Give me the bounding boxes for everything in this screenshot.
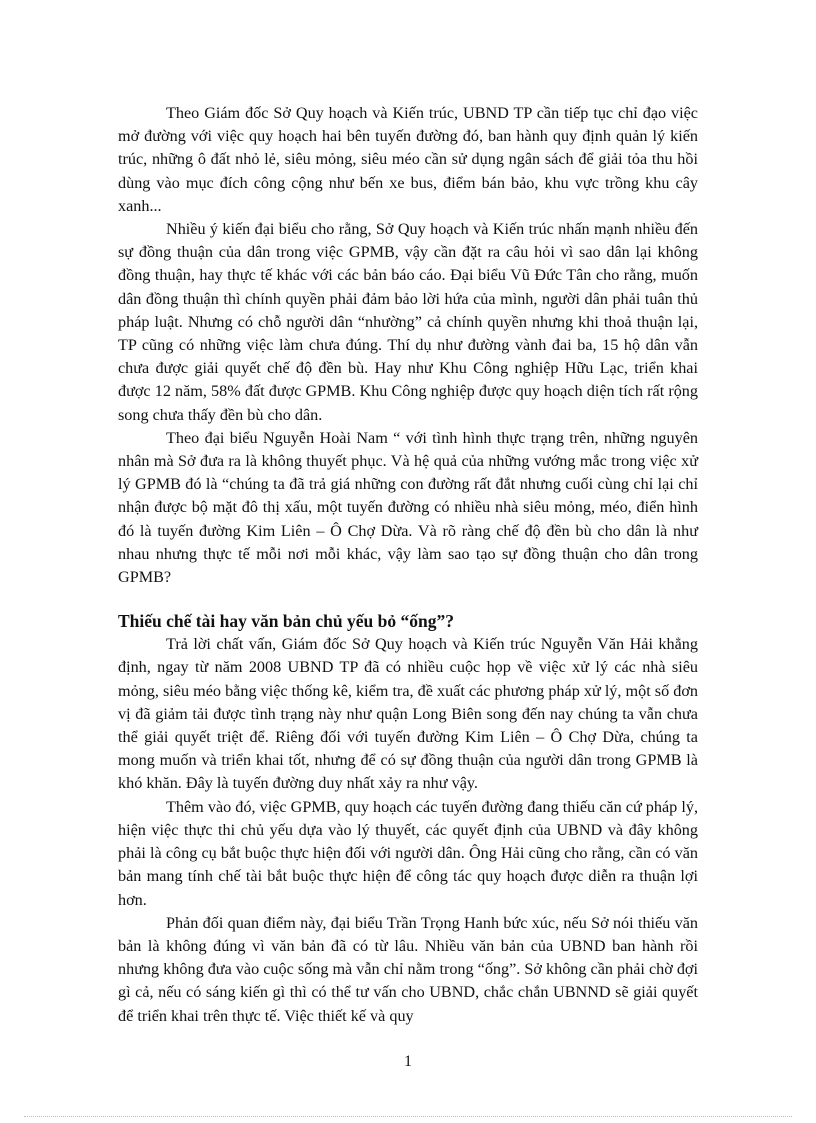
paragraph-1: Theo Giám đốc Sở Quy hoạch và Kiến trúc, UBND TP cần tiếp tục chỉ đạo việc mở đường với việc quy hoạch hai bên tuyến đường đó, ban hành quy định quản lý kiến trúc, những ô đất nhỏ lẻ, siêu mỏng, siêu méo cần sử dụng ngân sách để giải tỏa thu hồi dùng vào mục đích công cộng như bến xe bus, điểm bán bảo, khu vực trồng khu cây xanh... xyxy=(118,104,698,215)
paragraph-6: Phản đối quan điểm này, đại biểu Trần Trọng Hanh bức xúc, nếu Sở nói thiếu văn bản là không đúng vì văn bản đã có từ lâu. Nhiều văn bản của UBND ban hành rồi nhưng không đưa vào cuộc sống mà vẫn chỉ nằm trong “ống”. Sở không cần phải chờ đợi gì cả, nếu có sáng kiến gì thì có thể tư vấn cho UBND, chắc chắn UBNND sẽ giải quyết để triển khai trên thực tế. Việc thiết kế và quy xyxy=(118,913,698,1025)
section-heading: Thiếu chế tài hay văn bản chủ yếu bỏ “ống”? xyxy=(118,611,454,632)
page-bottom-border xyxy=(24,1116,792,1117)
paragraph-2: Nhiều ý kiến đại biểu cho rằng, Sở Quy hoạch và Kiến trúc nhấn mạnh nhiều đến sự đồng thuận của dân trong việc GPMB, vậy cần đặt ra câu hỏi vì sao dân lại không đồng thuận, hay thực tế khác với các bản báo cáo. Đại biểu Vũ Đức Tân cho rằng, muốn dân đồng thuận thì chính quyền phải đảm bảo lời hứa của mình, người dân phải tuân thủ pháp luật. Nhưng có chỗ người dân “nhường” cả chính quyền nhưng khi thoả thuận lại, TP cũng có những việc làm chưa đúng. Thí dụ như đường vành đai ba, 15 hộ dân vẫn chưa được giải quyết chế độ đền bù. Hay như Khu Công nghiệp Hữu Lạc, triển khai được 12 năm, 58% đất được GPMB. Khu Công nghiệp được quy hoạch diện tích rất rộng song chưa thấy đền bù cho dân. xyxy=(118,220,698,424)
document-body xyxy=(118,102,698,1028)
paragraph-4: Trả lời chất vấn, Giám đốc Sở Quy hoạch và Kiến trúc Nguyễn Văn Hải khẳng định, ngay từ năm 2008 UBND TP đã có nhiều cuộc họp về việc xử lý các nhà siêu mỏng, siêu méo bằng việc thống kê, kiểm tra, đề xuất các phương pháp xử lý, một số đơn vị đã giảm tải được tình trạng này như quận Long Biên song đến nay chúng ta vẫn chưa thể giải quyết triệt để. Riêng đối với tuyến đường Kim Liên – Ô Chợ Dừa, chúng ta mong muốn và triển khai tốt, nhưng để có sự đồng thuận của người dân trong GPMB là khó khăn. Đây là tuyến đường duy nhất xảy ra như vậy. xyxy=(118,635,698,793)
paragraph-5: Thêm vào đó, việc GPMB, quy hoạch các tuyến đường đang thiếu căn cứ pháp lý, hiện việc thực thi chủ yếu dựa vào lý thuyết, các quyết định của UBND và đây không phải là công cụ bắt buộc thực hiện đối với người dân. Ông Hải cũng cho rằng, cần có văn bản mang tính chế tài bắt buộc thực hiện để công tác quy hoạch được diễn ra thuận lợi hơn. xyxy=(118,797,698,909)
page-number: 1 xyxy=(404,1053,412,1070)
paragraph-3: Theo đại biểu Nguyễn Hoài Nam “ với tình hình thực trạng trên, những nguyên nhân mà Sở đưa ra là không thuyết phục. Và hệ quả của những vướng mắc trong việc xử lý GPMB đó là “chúng ta đã trả giá những con đường rất đắt nhưng cuối cùng chỉ lại chỉ nhận được bộ mặt đô thị xấu, một tuyến đường có nhiều nhà siêu mỏng, méo, điển hình đó là tuyến đường Kim Liên – Ô Chợ Dừa. Và rõ ràng chế độ đền bù cho dân là như nhau nhưng thực tế mỗi nơi mỗi khác, vậy làm sao tạo sự đồng thuận cho dân trong GPMB? xyxy=(118,428,698,587)
